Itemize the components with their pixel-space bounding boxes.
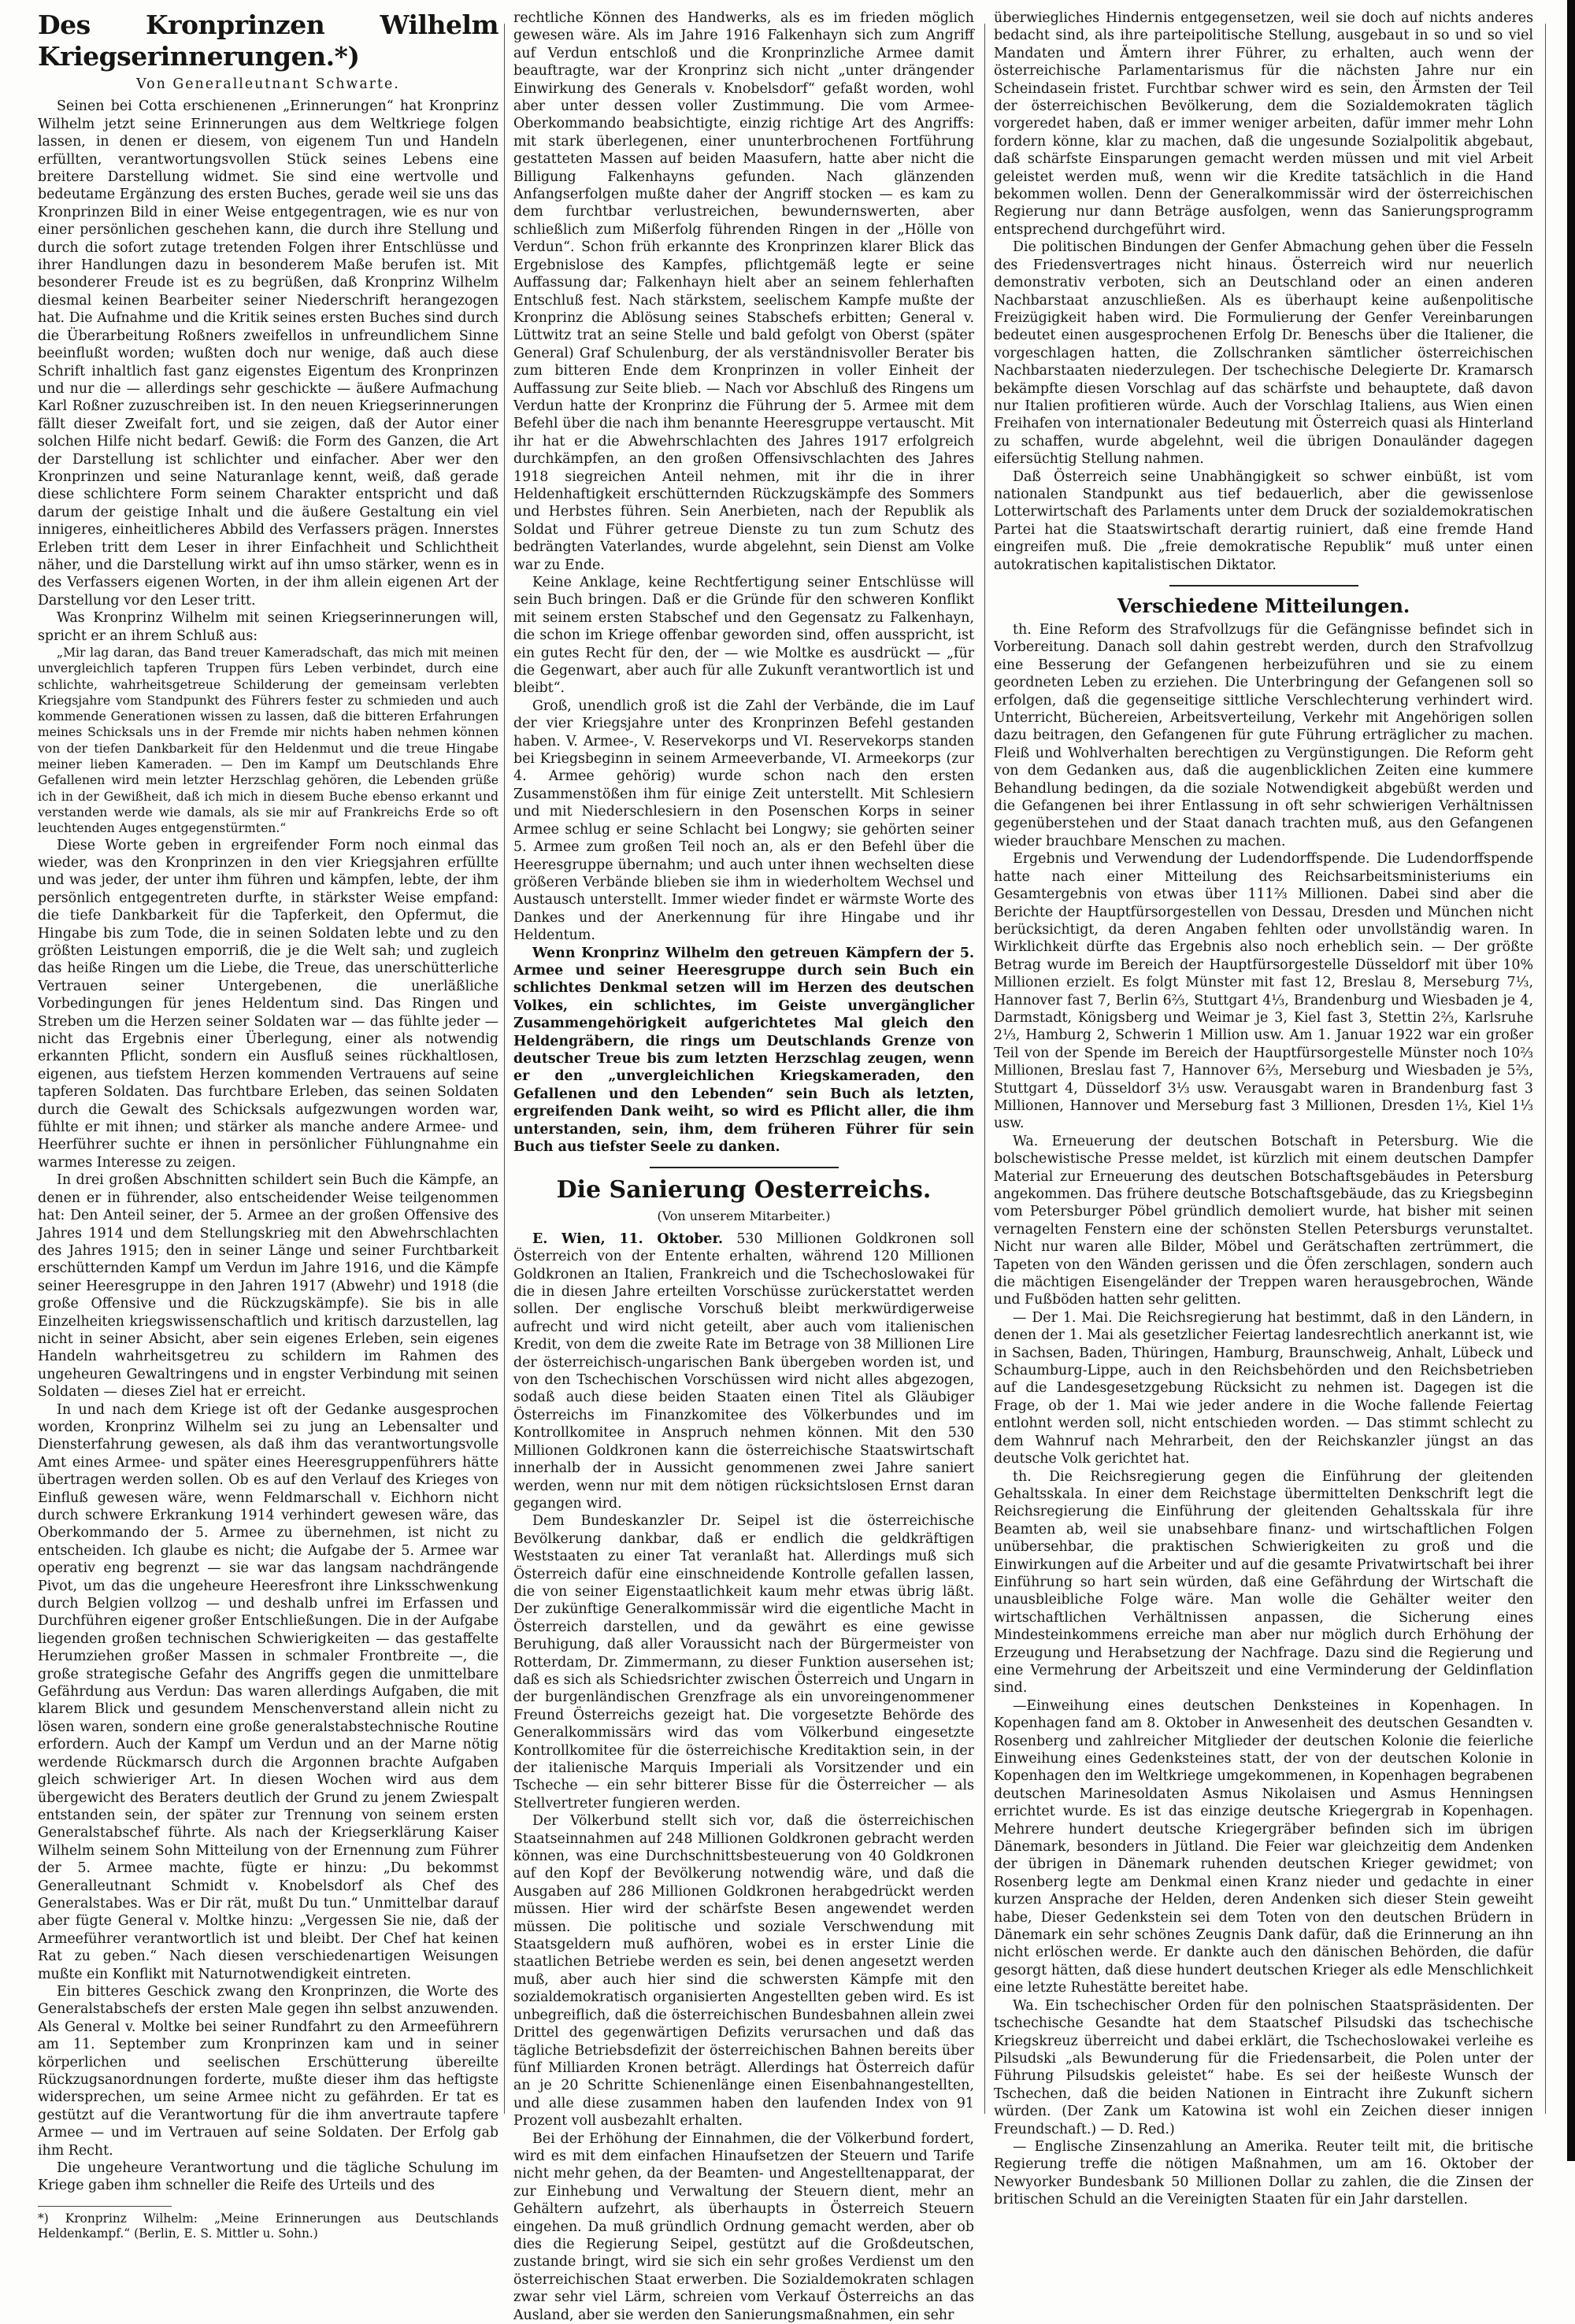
news-item: —Einweihung eines deutschen Denksteines in Kopenhagen. In Kopenhagen fand am 8. Oktober in Anwesenheit des deutschen Gesandten v. Rosenberg und zahlreicher Mitglieder der deutschen Kolonie die feierliche Einweihung eines Gedenksteines statt, der von der deutschen Kolonie in Kopenhagen den im Weltkriege umgekommenen, in Kopenhagen begrabenen deutschen Marinesoldaten Asmus Nikolaisen und Asmus Henningsen errichtet wurde. Es ist das einzige deutsche Kriegergrab in Kopenhagen. Mehrere hundert deutsche Kriegergräber befinden sich im übrigen Dänemark, besonders in Jütland. Die Feier war gleichzeitig dem Andenken der übrigen in Dänemark ruhenden deutschen Krieger gewidmet; von Rosenberg legte am Denkmal einen Kranz nieder und gedachte in einer kurzen Ansprache der Helden, deren Andenken sich dieser Stein geweiht habe, Dieser Gedenkstein sei dem Toten von den deutschen Brüdern in Dänemark ein sehr schönes Zeugnis Dank dafür, daß die Erinnerung an ihn nicht erlöschen werde. Er dankte auch den dänischen Behörden, die dafür gesorgt hätten, daß diese hundert deutschen Krieger als edle Menschlichkeit eine letzte Ruhestätte bereitet habe. — [994, 1697, 1533, 1996]
article-paragraph: Groß, unendlich groß ist die Zahl der Verbände, die im Lauf der vier Kriegsjahre unter des Kronprinzen Befehl gestanden haben. V. Armee-, V. Reservekorps und VI. Reservekorps standen bei Kriegsbeginn in seinem Armeeverbande, VI. Armeekorps (zur 4. Armee gehörig) wurde schon nach den ersten Zusammenstößen ihm für einige Zeit unterstellt. Mit Schlesiern und mit Niederschlesiern in den Posenschen Korps in seiner Armee schlug er seine Schlacht bei Longwy; sie gehörten seiner 5. Armee zum großen Teil noch an, als er den Befehl über die Heeresgruppe übernahm; und auch unter ihnen wechselten diese größeren Verbände blieben sie ihm in wiederholtem Wechsel und Austausch unterstellt. Immer wieder findet er wärmste Worte des Dankes und der Anerkennung für ihre Hingabe und ihr Heldentum. — [513, 698, 974, 944]
section-subtitle: (Von unserem Mitarbeiter.) — [657, 1208, 831, 1224]
article-footnote: *) Kronprinz Wilhelm: „Meine Erinnerungen aus Deutschlands Heldenkampf.“ (Berlin, E. S. Mittler u. Sohn.) — [38, 2211, 498, 2241]
article-paragraph: In und nach dem Kriege ist oft der Gedanke ausgesprochen worden, Kronprinz Wilhelm sei zu jung an Lebensalter und Diensterfahrung gewesen, als daß ihm das verantwortungsvolle Amt eines Armee- und später eines Heeresgruppenführers hätte übertragen werden sollen. Ob es auf den Verlauf des Krieges von Einfluß gewesen wäre, wenn Feldmarschall v. Eichhorn nicht durch schwere Erkrankung 1914 verhindert gewesen wäre, das Oberkommando der 5. Armee zu übernehmen, ist nicht zu entscheiden. Ich glaube es nicht; die Aufgabe der 5. Armee war operativ eng begrenzt — sie war das langsam nachdrängende Pivot, um das die ungeheure Heeresfront ihre Linksschwenkung durch Belgien vollzog — und deshalb unfrei im Erfassen und Durchführen eigener großer Entschließungen. Die in der Aufgabe liegenden großen technischen Schwierigkeiten — das gestaffelte Herumziehen großer Massen in schmaler Frontbreite —, die große strategische Gefahr des Angriffs gegen die unmittelbare Gefährdung aus Verdun: Das waren allerdings Aufgaben, die mit klarem Blick und gesundem Menschenverstand allein nicht zu lösen waren, sondern eine große generalstabstechnische Routine erfordern. Auch der Kampf um Verdun und an der Marne nötig werdende Rückmarsch durch die Argonnen brachte Aufgaben gleich schwieriger Art. In diesen Wochen wird aus dem übergewicht des Beraters deutlich der Grund zu jenem Zwiespalt entstanden sein, der später zur Trennung von seinem ersten Generalstabschef führte. Als nach der Kriegserklärung Kaiser Wilhelm seinem Sohn Mitteilung von der Ernennung zum Führer der 5. Armee machte, fügte er hinzu: „Du bekommst Generalleutnant Schmidt v. Knobelsdorf als Chef des Generalstabes. Was er Dir rät, mußt Du tun.“ Unmittelbar darauf aber fügte General v. Moltke hinzu: „Vergessen Sie nie, daß der Armeeführer verantwortlich ist und bleibt. Der Chef hat keinen Rat zu geben.“ Nach diesen verschiedenartigen Weisungen mußte ein Konflikt mit Naturnotwendigkeit eintreten. — [38, 1401, 498, 1982]
article-paragraph: Die ungeheure Verantwortung und die tägliche Schulung im Kriege gaben ihm schneller die Reife des Urteils und des — [38, 2160, 498, 2194]
article-paragraph: In drei großen Abschnitten schildert sein Buch die Kämpfe, an denen er in führender, also entscheidender Weise teilgenommen hat: Den Anteil seiner, der 5. Armee an der großen Offensive des Jahres 1914 und dem Stellungskrieg mit den Abwehrschlachten des Jahres 1915; den in seiner Länge und seiner Furchtbarkeit erschütternden Kampf um Verdun im Jahre 1916, und die Kämpfe seiner Heeresgruppe in den Jahren 1917 (Abwehr) und 1918 (die große Offensive und die Rückzugskämpfe). Sie bis in alle Einzelheiten kriegswissenschaftlich und kritisch darzustellen, lag nicht in seiner Absicht, aber sein eigenes Erleben, sein eigenes Handeln wahrheitsgetreu zu schildern im Rahmen des ungeheuren Gewaltringens und in engster Verbindung mit seinen Soldaten — dieses Ziel hat er erreicht. — [38, 1172, 498, 1401]
article-paragraph: Diese Worte geben in ergreifender Form noch einmal das wieder, was den Kronprinzen in den vier Kriegsjahren erfüllte und was jeder, der unter ihm führen und kämpfen, lebte, der ihm persönlich entgegentreten durfte, in stärkster Weise empfand: die tiefe Dankbarkeit für die Tapferkeit, den Opfermut, die Hingabe bis zum Tode, die in seinen Soldaten lebte und zu den größten Leistungen emporriß, die je die Welt sah; und zugleich das heiße Ringen um die Liebe, die Treue, das unerschütterliche Vertrauen seiner Untergebenen, die unerläßliche Vorbedingungen für jenes Heldentum sind. Das Ringen und Streben um die Herzen seiner Soldaten war — das fühlte jeder — nicht das Ergebnis einer Überlegung, einer als notwendig erkannten Pflicht, sondern ein Ausfluß seines rückhaltlosen, eigenen, aus tiefstem Herzen kommenden Vertrauens auf seine tapferen Soldaten. Das furchtbare Erleben, das seinen Soldaten durch die Gewalt des Schicksals aufgezwungen worden war, fühlte er mit ihnen; und stärker als manche andere Armee- und Heerführer suchte er ihnen in persönlicher Fühlungnahme ein warmes Interesse zu zeigen. — [38, 837, 498, 1171]
news-item: Wa. Erneuerung der deutschen Botschaft in Petersburg. Wie die bolschewistische Presse meldet, ist kürzlich mit einem deutschen Dampfer Material zur Erneuerung des deutschen Botschaftsgebäudes in Petersburg angekommen. Das frühere deutsche Botschaftsgebäude, das zu Kriegsbeginn vom Petersburger Pöbel gründlich demoliert wurde, hat bisher mit seinen vernagelten Fenstern eine der schönsten Stellen Petersburgs verunstaltet. Nicht nur waren alle Bilder, Möbel und Gerätschaften zertrümmert, die Tapeten von den Wänden gerissen und die Öfen zerschlagen, sondern auch die mächtigen Eisengeländer der Treppen waren herausgebrochen, Wände und Fußböden hatten sehr gelitten. — [994, 1133, 1533, 1308]
dateline: E. Wien, 11. Oktober. — [532, 1230, 724, 1247]
section-divider — [1169, 585, 1358, 587]
news-item: — Der 1. Mai. Die Reichsregierung hat bestimmt, daß in den Ländern, in denen der 1. Mai als gesetzlicher Feiertag landesrechtlich anerkannt ist, wie in Sachsen, Baden, Thüringen, Hamburg, Braunschweig, Anhalt, Lübeck und Schaumburg-Lippe, auch in den Reichsbehörden und den Reichsbetrieben auf die Landesgesetzgebung Rücksicht zu nehmen ist. Dagegen ist die Frage, ob der 1. Mai wie jeder andere in die Woche fallende Feiertag entlohnt werden soll, nicht entschieden worden. — Das stimmt schlecht zu dem Wahnruf nach Mehrarbeit, den der Reichskanzler jüngst an das deutsche Volk gerichtet hat. — [994, 1309, 1533, 1467]
article-paragraph: Keine Anklage, keine Rechtfertigung seiner Entschlüsse will sein Buch bringen. Daß er die Gründe für den schweren Konflikt mit seinem ersten Stabschef und den Gegensatz zu Falkenhayn, die schon im Kriege offenbar geworden sind, offen ausspricht, ist ein gutes Recht für den, der — wie Moltke es ausdrückt — „für die Gegenwart, aber auch für alle Zukunft verantwortlich ist und bleibt“. — [513, 575, 974, 697]
section-divider — [650, 1167, 839, 1168]
news-item: — Englische Zinsenzahlung an Amerika. Reuter teilt mit, die britische Regierung treffe die nötigen Maßnahmen, um am 16. Oktober der Newyorker Bundesbank 50 Millionen Dollar zu zahlen, die die Zinsen der britischen Schuld an die Vereinigten Staaten für ein Jahr darstellen. — [994, 2138, 1533, 2208]
column-divider — [504, 24, 505, 2114]
article-paragraph: überwiegliches Hindernis entgegensetzen, weil sie doch auf nichts anderes bedacht sind, als ihre parteipolitische Stellung, ausgebaut in so und so viel Mandaten und Ämtern ihrer Führer, zu erhalten, auch wenn der österreichische Parlamentarismus für die nächsten Jahre nur ein Scheindasein fristet. Furchtbar schwer wird es sein, den Ärmsten der Teil der österreichischen Bevölkerung, dem die Sozialdemokraten täglich vorgeredet haben, daß er immer weniger arbeiten, dafür immer mehr Lohn fordern könne, klar zu machen, daß die ungesunde Sozialpolitik abgebaut, daß schärfste Einsparungen gemacht werden müssen und mit viel Arbeit geleistet werden muß, wenn wir die Kredite tatsächlich in die Hand bekommen wollen. Denn der Generalkommissär wird der österreichischen Regierung nur dann Beträge ausfolgen, wenn das Sanierungsprogramm entsprechend durchgeführt wird. — [994, 10, 1533, 238]
article-paragraph: Die politischen Bindungen der Genfer Abmachung gehen über die Fesseln des Friedensvertrages nicht hinaus. Österreich wird nur neuerlich demonstrativ verboten, sich an Deutschland oder an einen anderen Nachbarstaat anzuschließen. Als es überhaupt keine außenpolitische Freizügigkeit haben wird. Die Formulierung der Genfer Vereinbarungen bedeutet einen ausgesprochenen Erfolg Dr. Beneschs über die Italiener, die vorgeschlagen hatten, die Zollschranken sämtlicher österreichischen Nachbarstaaten niederzulegen. Der tschechische Delegierte Dr. Kramarsch bekämpfte diesen Vorschlag auf das schärfste und behauptete, daß davon nur Italien profitieren würde. Auch der Vorschlag Italiens, aus Wien einen Freihafen von internationaler Bedeutung mit Österreich quasi als Hinterland zu schaffen, wurde abgelehnt, weil die übrigen Donauländer dagegen eifersüchtig Stellung nahmen. — [994, 239, 1533, 468]
section-title-misc: Verschiedene Mitteilungen. — [1117, 594, 1410, 617]
page-edge — [1567, 0, 1575, 2161]
footnote-divider — [38, 2206, 172, 2207]
article-paragraph: Seinen bei Cotta erschienenen „Erinnerungen“ hat Kronprinz Wilhelm jetzt seine Erinnerungen aus dem Weltkriege folgen lassen, in denen er diesem, von eigenem Tun und Handeln erfüllten, verantwortungsvollen Stück seines Lebens eine breitere Darstellung widmet. Sie sind eine wertvolle und bedeutame Ergänzung des ersten Buches, gerade weil sie uns das Kronprinzen Bild in einer Weise entgegentragen, wie es nur von einer persönlichen geschehen kann, die durch ihre Stellung und durch die sofort zutage tretenden Folgen ihrer Entschlüsse und ihrer Handlungen dazu in besonderem Maße berufen ist. Mit besonderer Freude ist es zu begrüßen, daß Kronprinz Wilhelm diesmal keinen Bearbeiter seiner Niederschrift herangezogen hat. Die Aufnahme und die Kritik seines ersten Buches sind durch die Überarbeitung Roßners zweifellos in unfreundlichem Sinne beeinflußt worden; wußten doch nur wenige, daß auch diese Schrift inhaltlich fast ganz eigenstes Eigentum des Kronprinzen und nur die — allerdings sehr geschickte — äußere Aufmachung Karl Roßner zuzuschreiben ist. In den neuen Kriegserinnerungen fällt dieser Zweifalt fort, und sie zeigen, daß der Autor einer solchen Hilfe nicht bedarf. Gewiß: die Form des Ganzen, die Art der Darstellung ist schlichter und einfacher. Aber wer den Kronprinzen und seine Naturanlage kennt, weiß, daß gerade diese schlichtere Form seinem Charakter entspricht und daß darum der geistige Inhalt und die äußere Gestaltung ein viel innigeres, einheitlicheres Abbild des Verfassers prägen. Innerstes Erleben tritt dem Leser in ihrer Einfachheit und Schlichtheit näher, und die Darstellung wirkt auf ihn umso stärker, wenn es in des Verfassers eigenen Worten, in der ihm allein eigenen Art der Darstellung vor den Leser tritt. — [38, 98, 498, 609]
news-item: th. Eine Reform des Strafvollzugs für die Gefängnisse befindet sich in Vorbereitung. Danach soll dahin gestrebt werden, durch den Strafvollzug eine Besserung der Gefangenen herbeizuführen und sie zu einem geordneten Leben zu erziehen. Die Unterbringung der Gefangenen soll so erfolgen, daß die gegenseitige sittliche Verschlechterung verhindert wird. Unterricht, Büchereien, Arbeitsverteilung, Verkehr mit Angehörigen sollen dazu beitragen, den Gefangenen für gute Führung erträglicher zu machen. Fleiß und Wohlverhalten berechtigen zu Vergünstigungen. Die Reform geht von dem Gedanken aus, daß die augenblicklichen Zeiten eine kummere Behandlung bedingen, da die soziale Notwendigkeit abgebüßt werden und die Gefangenen bei ihrer Entlassung in oft sehr schwierigen Verhältnissen gegenüberstehen und der Staat danach trachten muß, aus den Gefangenen wieder brauchbare Menschen zu machen. — [994, 622, 1533, 849]
column-divider — [1545, 24, 1546, 2114]
news-item: Wa. Ein tschechischer Orden für den polnischen Staatspräsidenten. Der tschechische Gesandte hat dem Staatschef Pilsudski das tschechische Kriegskreuz überreicht und dabei erklärt, die Tschechoslowakei verleihe es Pilsudski „als Bewunderung für die Friedensarbeit, die Polen unter der Führung Pilsudskis geleistet“ habe. Es sei der heißeste Wunsch der Tschechen, daß die beiden Nationen in Eintracht ihre Zukunft sichern würden. (Der Zank um Katowina ist wohl ein Zeichen dieser innigen Freundschaft.) — D. Red.) — [994, 1997, 1533, 2137]
article-paragraph: Der Völkerbund stellt sich vor, daß die österreichischen Staatseinnahmen auf 248 Millionen Goldkronen gebracht werden können, was eine Durchschnittsbesteuerung von 40 Goldkronen auf den Kopf der Bevölkerung notwendig wäre, und daß die Ausgaben auf 286 Millionen Goldkronen herabgedrückt werden müssen. Hier wird der schärfste Besen angewendet werden müssen. Die politische und soziale Verschwendung mit Staatsgeldern muß aufhören, wobei es in erster Linie die staatlichen Betriebe werden es sein, bei denen angesetzt werden muß, aber auch hier sind die schwersten Kämpfe mit den sozialdemokratisch organisierten Angestellten geben wird. Es ist unbegreiflich, daß die österreichischen Bundesbahnen allein zwei Drittel des gegenwärtigen Defizits verursachen und daß das tägliche Betriebsdefizit der österreichischen Bahnen bereits über fünf Milliarden Kronen beträgt. Allerdings hat Österreich dafür an je 20 Schritte Schienenlänge einen Eisenbahnangestellten, und alle diese zusammen haben den laufenden Index von 91 Prozent voll ausbezahlt erhalten. — [513, 1813, 974, 2130]
news-item: Ergebnis und Verwendung der Ludendorffspende. Die Ludendorffspende hatte nach einer Mitteilung des Reichsarbeitsministeriums ein Gesamtergebnis von etwas über 111⅔ Millionen. Dabei sind aber die Berichte der Hauptfürsorgestellen von Dessau, Dresden und München nicht berücksichtigt, da deren Angaben fehlten oder unvollständig waren. In Wirklichkeit dürfte das Ergebnis also noch erheblich sein. — Der größte Betrag wurde im Bereich der Hauptfürsorgestelle Düsseldorf mit über 10% Millionen erzielt. Es folgt Münster mit fast 12, Breslau 8, Merseburg 7⅓, Hannover fast 7, Berlin 6⅔, Stuttgart 4⅓, Brandenburg und Wiesbaden je 4, Darmstadt, Königsberg und Weimar je 3, Kiel fast 3, Stettin 2⅔, Karlsruhe 2⅓, Hamburg 2, Schwerin 1 Million usw. Am 1. Januar 1922 war ein großer Teil von der Spende im Bereich der Hauptfürsorgestelle Münster noch 10⅔ Millionen, Breslau fast 7, Hannover 6⅔, Merseburg und Wiesbaden je 5⅔, Stuttgart 4, Düsseldorf 3⅓ usw. Verausgabt waren in Brandenburg fast 3 Millionen, Hannover und Merseburg fast 3 Millionen, Dresden 1⅓, Kiel 1⅓ usw. — [994, 851, 1533, 1132]
article-paragraph: Ein bitteres Geschick zwang den Kronprinzen, die Worte des Generalstabschefs der ersten Male gegen ihn selbst anzuwenden. Als General v. Moltke bei seiner Rundfahrt zu den Armeeführern am 11. September zum Kronprinzen kam und in seiner körperlichen und seelischen Erschütterung übereilte Rückzugsanordnungen forderte, mußte dieser ihm das heftigste widersprechen, um seine Armee nicht zu gefährden. Er tat es gestützt auf die Verantwortung für die ihm anvertraute tapfere Armee — und im Vertrauen auf seine Soldaten. Der Erfolg gab ihm Recht. — [38, 1983, 498, 2159]
article-paragraph: Bei der Erhöhung der Einnahmen, die der Völkerbund fordert, wird es mit dem einfachen Hinaufsetzen der Steuern und Tarife nicht mehr gehen, da der Beamten- und Angestelltenapparat, der zur Einhebung und Verwaltung der Steuern dient, mehr an Gehältern aufzehrt, als überhaupts in Österreich Steuern eingehen. Da muß gründlich Ordnung gemacht werden, aber ob dies die Regierung Seipel, gestützt auf die Großdeutschen, zustande bringt, wird sie sich ein sehr großes Verdienst um den österreichischen Staat erwerben. Die Sozialdemokraten schlagen zwar sehr viel Lärm, schreien vom Verkauf Österreichs an das Ausland, aber sie werden den Sanierungsmaßnahmen, ein sehr — [513, 2130, 974, 2323]
article-paragraph: Was Kronprinz Wilhelm mit seinen Kriegserinnerungen will, spricht er an ihrem Schluß aus: — [38, 610, 498, 644]
article-headline: Des Kronprinzen Wilhelm Kriegserinnerungen.*) — [38, 9, 498, 72]
article-paragraph: Wenn Kronprinz Wilhelm den getreuen Kämpfern der 5. Armee und seiner Heeresgruppe durch sein Buch ein schlichtes Denkmal setzen will im Herzen des deutschen Volkes, ein schlichtes, im Geiste unvergänglicher Zusammengehörigkeit aufgerichtetes Mal gleich den Heldengräbern, die rings um Deutschlands Grenze von deutscher Treue bis zum letzten Herzschlag zeugen, wenn er den „unvergleichlichen Kriegskameraden, den Gefallenen und den Lebenden“ sein Buch als letzten, ergreifenden Dank weiht, so wird es Pflicht aller, die ihm unterstanden, sein, ihm, dem früheren Führer für sein Buch aus tiefster Seele zu danken. — [513, 945, 974, 1155]
column-1 — [38, 9, 498, 2241]
article-paragraph: rechtliche Können des Handwerks, als es im frieden möglich gewesen wäre. Als im Jahre 1916 Falkenhayn sich zum Angriff auf Verdun entschloß und die Kronprinzliche Armee damit beauftragte, war der Kronprinz sich nicht „unter drängender Einwirkung des Generals v. Knobelsdorf“ gefaßt worden, wohl aber unter dessen voller Zustimmung. Die vom Armee-Oberkommando beabsichtigte, einzig richtige Art des Angriffs: mit stark überlegenen, einer ununterbrochenen Fortführung gestatteten Massen auf beiden Maasufern, hatte aber nicht die Billigung Falkenhayns gefunden. Nach glänzenden Anfangserfolgen mußte daher der Angriff stocken — es kam zu dem furchtbar verlustreichen, bewundernswerten, aber schließlich zum Mißerfolg führenden Ringen in der „Hölle von Verdun“. Schon früh erkannte des Kronprinzen klarer Blick das Ergebnislose des Kampfes, pflichtgemäß legte er seine Auffassung dar; Falkenhayn hielt aber an seinem fehlerhaften Entschluß fest. Nach stärkstem, seelischem Kampfe mußte der Kronprinz die Ablösung seines Stabschefs erbitten; General v. Lüttwitz trat an seine Stelle und bald gefolgt von Oberst (später General) Graf Schulenburg, der als verständnisvoller Berater bis zum bitteren Ende dem Kronprinzen in voller Einheit der Auffassung zur Seite blieb. — Nach vor Abschluß des Ringens um Verdun hatte der Kronprinz die Führung der 5. Armee mit dem Befehl über die nach ihm benannte Heeresgruppe vertauscht. Mit ihr hat er die Abwehrschlachten des Jahres 1917 erfolgreich durchkämpfen, an den großen Offensivschlachten des Jahres 1918 siegreichen Anteil nehmen, mit ihr die in ihrer Heldenhaftigkeit erschütternden Rückzugskämpfe des Sommers und Herbstes führen. Sein Anerbieten, nach der Republik als Soldat und Führer getreue Dienste zu tun zum Schutz des bedrängten Vaterlandes, wurde abgelehnt, sein Dienst am Volke war zu Ende. — [513, 10, 974, 573]
section-title-austria: Die Sanierung Oesterreichs. — [556, 1176, 932, 1205]
article-paragraph: Dem Bundeskanzler Dr. Seipel ist die österreichische Bevölkerung dankbar, daß er endlich die geldkräftigen Weststaaten zu einer Tat veranlaßt hat. Allerdings muß sich Österreich dafür eine einschneidende Kontrolle gefallen lassen, die von seiner Eigenstaatlichkeit kaum mehr etwas übrig läßt. Der zukünftige Generalkommissär wird die eigentliche Macht in Österreich darstellen, und da gewährt es eine gewisse Beruhigung, daß aller Voraussicht nach der Bürgermeister von Rotterdam, Dr. Zimmermann, zu dieser Funktion ausersehen ist; daß es sich als Schiedsrichter zwischen Österreich und Ungarn in der burgenländischen Grenzfrage als ein unvoreingenommener Freund Österreichs gezeigt hat. Die vorgesetzte Behörde des Generalkommissärs wird das vom Völkerbund eingesetzte Kontrollkomitee für die österreichische Kreditaktion sein, in der der italienische Marquis Imperiali als Vorsitzender und ein Tscheche — ein sehr bitterer Bisse für die Österreicher — als Stellvertreter fungieren werden. — [513, 1513, 974, 1811]
column-divider — [984, 24, 985, 2114]
column-3 — [994, 9, 1533, 2208]
article-byline: Von Generalleutnant Schwarte. — [136, 76, 400, 92]
article-paragraph: Daß Österreich seine Unabhängigkeit so schwer einbüßt, ist vom nationalen Standpunkt aus tief bedauerlich, aber die gewissenlose Lotterwirtschaft des Parlaments unter dem Druck der sozialdemokratischen Partei hat die Staatswirtschaft derartig ruiniert, daß eine fremde Hand eingreifen muß. Die „freie demokratische Republik“ muß unter einen autokratischen kapitalistischen Diktator. — [994, 468, 1533, 573]
column-2 — [513, 9, 975, 2323]
article-paragraph: 530 Millionen Goldkronen soll Österreich von der Entente erhalten, während 120 Millionen Goldkronen an Italien, Frankreich und die Tschechoslowakei für die in diesen Jahre erteilten Vorschüsse zurückerstattet werden sollen. Der englische Vorschuß bleibt merkwürdigerweise aufrecht und wird nicht geteilt, aber auch vom italienischen Kredit, von dem die zweite Rate im Betrage von 38 Millionen Lire der österreichisch-ungarischen Bank übergeben worden ist, und von den Tschechischen Vorschüssen wird nicht alles abgezogen, sodaß auch diese beiden Staaten einen Titel als Gläubiger Österreichs im Finanzkomitee des Völkerbundes und im Kontrollkomitee in Anspruch nehmen können. Mit den 530 Millionen Goldkronen kann die österreichische Staatswirtschaft innerhalb der in Aussicht genommenen zwei Jahre saniert werden, wenn nur mit dem nötigen rücksichtslosen Ernst daran gegangen wird. — [513, 1230, 975, 1512]
news-item: th. Die Reichsregierung gegen die Einführung der gleitenden Gehaltsskala. In einer dem Reichstage übermittelten Denkschrift legt die Reichsregierung die Einführung der gleitenden Gehaltsskala für ihre Beamten ab, weil sie unabsehbare finanz- und wirtschaftlichen Folgen unübersehbar, die praktischen Schwierigkeiten zu groß und die Einwirkungen auf die Arbeiter und auf die gesamte Privatwirtschaft bei ihrer Einführung so hart sein würden, daß eine Gefährdung der Wirtschaft die unausbleibliche Folge wäre. Man wolle die Gehälter weiter den wirtschaftlichen Verhältnissen anpassen, die Sicherung eines Mindesteinkommens erreiche man aber nur möglich durch Erhöhung der Erzeugung und Herabsetzung der Nachfrage. Dazu sind die Regierung und eine Vermehrung der Arbeitszeit und eine Verminderung der Geldinflation sind. — [994, 1468, 1533, 1697]
article-quote: „Mir lag daran, das Band treuer Kameradschaft, das mich mit meinen unvergleichlich tapferen Truppen fürs Leben verbindet, durch eine schlichte, wahrheitsgetreue Schilderung der gemeinsam verlebten Kriegsjahre vom Standpunkt des Führers fester zu schmieden und auch kommende Generationen wissen zu lassen, daß die bitteren Erfahrungen meines Schicksals uns in der Fremde mir nichts haben nehmen können von der tiefen Dankbarkeit für den Heldenmut und die treue Hingabe meiner lieben Kameraden. — Den im Kampf um Deutschlands Ehre Gefallenen wird mein letzter Herzschlag gehören, die Lebenden grüße ich in der Gewißheit, daß ich mich in diesem Buche ebenso erkannt und verstanden werde wie damals, als sie mir auf Frankreichs Erde so oft leuchtenden Auges entgegenstürmten.“ — [38, 646, 498, 836]
